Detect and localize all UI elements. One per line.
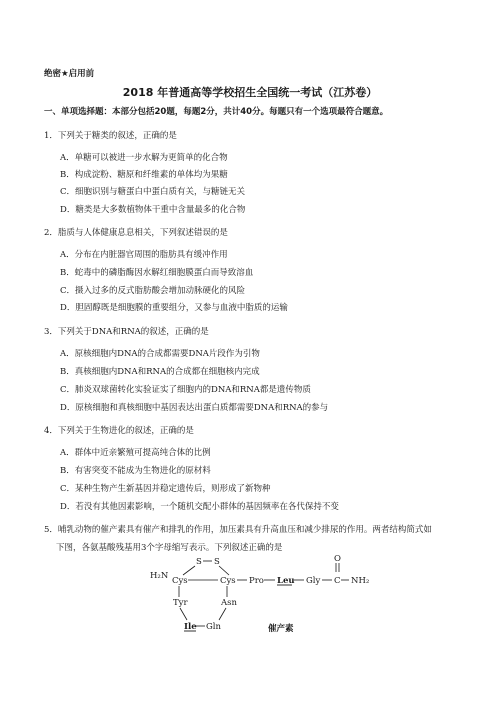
s-left-label: S: [196, 557, 202, 567]
c-label: C: [334, 576, 341, 586]
ile-label: Ile: [184, 622, 197, 632]
nh2-label: NH₂: [351, 576, 370, 586]
question-2-option-c: C．摄入过多的反式脂肪酸会增加动脉硬化的风险: [60, 286, 246, 296]
s-right-label: S: [214, 557, 220, 567]
question-3-stem: 3．下列关于DNA和RNA的叙述，正确的是: [44, 327, 209, 337]
question-4-stem: 4．下列关于生物进化的叙述，正确的是: [44, 426, 194, 436]
gln-label: Gln: [206, 622, 221, 632]
question-1-option-c: C．细胞识别与糖蛋白中蛋白质有关，与糖链无关: [60, 187, 246, 197]
question-5-stem-line-1: 5．哺乳动物的催产素具有催产和排乳的作用，加压素具有升高血压和减少排尿的作用。两者结构简式如: [44, 525, 432, 535]
bond-asn-gln: [219, 608, 226, 620]
bond-cys-s-left: [183, 566, 195, 575]
pro-label: Pro: [249, 576, 264, 586]
question-1-stem: 1．下列关于糖类的叙述，正确的是: [44, 131, 177, 141]
asn-label: Asn: [221, 598, 237, 608]
bond-s-cys-right: [219, 566, 229, 575]
question-3-option-c: C．肺炎双球菌转化实验证实了细胞内的DNA和RNA都是遗传物质: [60, 385, 311, 395]
question-1-option-a: A．单糖可以被进一步水解为更简单的化合物: [60, 153, 228, 163]
bond-tyr-ile: [180, 608, 187, 620]
question-2-option-a: A．分布在内脏器官周围的脂肪具有缓冲作用: [60, 250, 228, 260]
gly-label: Gly: [306, 576, 321, 586]
question-3-option-d: D．原核细胞和真核细胞中基因表达出蛋白质都需要DNA和RNA的参与: [60, 403, 329, 413]
question-3-option-a: A．原核细胞内DNA的合成都需要DNA片段作为引物: [60, 349, 260, 359]
question-5-stem-line-2: 下图，各氨基酸残基用3个字母缩写表示。下列叙述正确的是: [56, 543, 283, 553]
tyr-label: Tyr: [173, 598, 188, 608]
question-2-option-b: B．蛇毒中的磷脂酶因水解红细胞膜蛋白而导致溶血: [60, 268, 254, 278]
question-2-stem: 2．脂质与人体健康息息相关，下列叙述错误的是: [44, 228, 228, 238]
question-1-option-b: B．构成淀粉、糖原和纤维素的单体均为果糖: [60, 170, 228, 180]
leu-label: Leu: [277, 576, 295, 586]
question-3-option-b: B．真核细胞内DNA和RNA的合成都在细胞核内完成: [60, 367, 260, 377]
exam-title: 2018 年普通高等学校招生全国统一考试（江苏卷）: [122, 86, 378, 99]
question-4-option-a: A．群体中近亲繁殖可提高纯合体的比例: [60, 448, 211, 458]
question-4-option-d: D．若没有其他因素影响，一个随机交配小群体的基因频率在各代保持不变: [60, 502, 339, 512]
section-heading: 一、单项选择题：本部分包括20题，每题2分，共计40分。每题只有一个选项最符合题意。: [44, 107, 389, 117]
o-label: O: [334, 554, 341, 564]
secret-label: 绝密★启用前: [44, 69, 95, 79]
oxytocin-caption: 催产素: [268, 624, 294, 634]
question-1-option-d: D．糖类是大多数植物体干重中含量最多的化合物: [60, 205, 246, 215]
question-4-option-c: C．某种生物产生新基因并稳定遗传后，则形成了新物种: [60, 484, 271, 494]
question-4-option-b: B．有害突变不能成为生物进化的原材料: [60, 466, 211, 476]
cys-left-label: Cys: [172, 576, 188, 586]
question-2-option-d: D．胆固醇既是细胞膜的重要组分，又参与血液中脂质的运输: [60, 303, 288, 313]
h2n-label: H₂N: [150, 571, 169, 581]
cys-right-label: Cys: [220, 576, 236, 586]
